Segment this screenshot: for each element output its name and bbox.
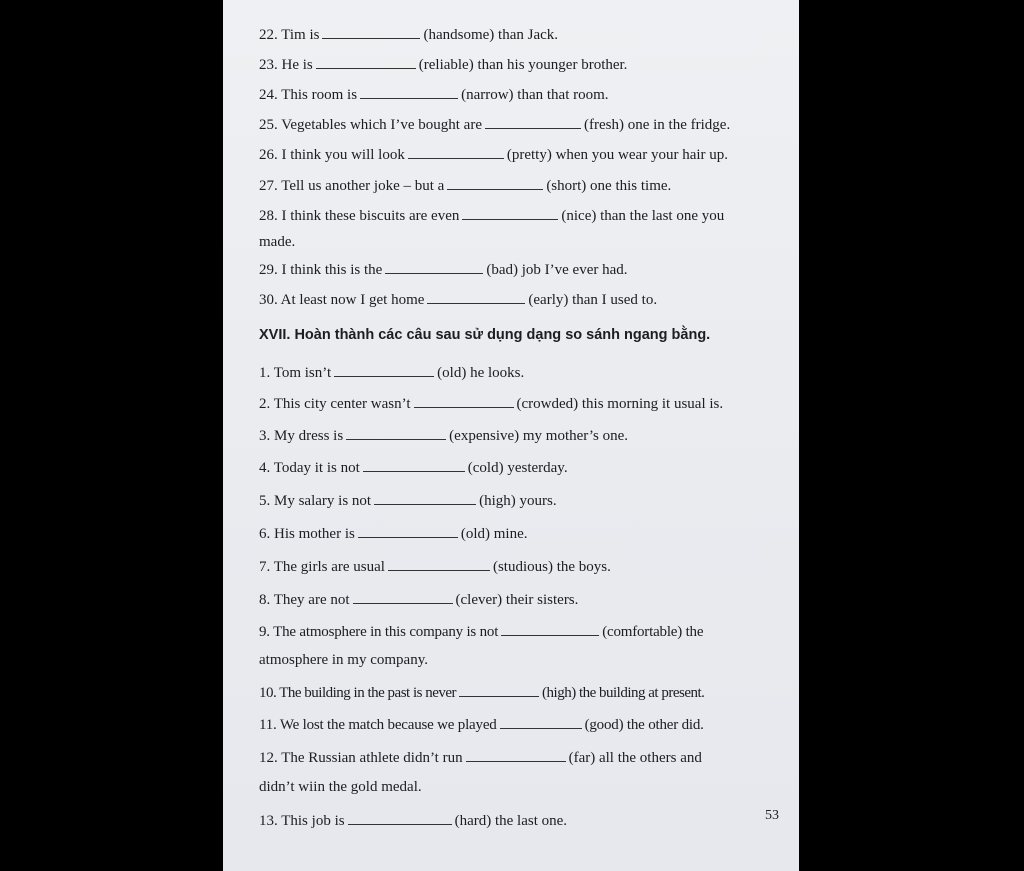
item-hint: (comfortable) the bbox=[602, 624, 704, 640]
item-hint: (old) mine. bbox=[460, 526, 528, 542]
page-number: 53 bbox=[765, 808, 779, 823]
exercise-item bbox=[259, 591, 779, 609]
exercise-item bbox=[259, 812, 779, 830]
exercise-item bbox=[259, 525, 779, 543]
exercise-item bbox=[259, 558, 779, 576]
item-hint: (narrow) than that room. bbox=[461, 87, 609, 103]
item-text: 6. His mother is bbox=[259, 526, 355, 542]
item-hint: (old) he looks. bbox=[437, 365, 525, 381]
item-continuation: atmosphere in my company. bbox=[259, 652, 428, 668]
item-hint: (hard) the last one. bbox=[454, 813, 568, 829]
item-text: 24. This room is bbox=[259, 87, 358, 103]
item-hint: (good) the other did. bbox=[584, 717, 704, 733]
item-hint: (reliable) than his younger brother. bbox=[418, 57, 628, 73]
exercise-item bbox=[259, 86, 779, 104]
exercise-item bbox=[259, 716, 779, 734]
answer-blank[interactable] bbox=[501, 623, 599, 636]
exercise-item bbox=[259, 492, 779, 510]
item-hint: (cold) yesterday. bbox=[467, 460, 568, 476]
exercise-item bbox=[259, 261, 779, 279]
exercise-item bbox=[259, 26, 779, 44]
answer-blank[interactable] bbox=[500, 716, 582, 729]
answer-blank[interactable] bbox=[447, 177, 543, 190]
item-text: 27. Tell us another joke – but a bbox=[259, 178, 445, 194]
exercise-item bbox=[259, 427, 779, 445]
answer-blank[interactable] bbox=[466, 749, 566, 762]
item-hint: (nice) than the last one you bbox=[561, 208, 725, 224]
answer-blank[interactable] bbox=[485, 116, 581, 129]
answer-blank[interactable] bbox=[408, 146, 504, 159]
exercise-item bbox=[259, 291, 779, 309]
item-hint: (high) yours. bbox=[479, 493, 557, 509]
answer-blank[interactable] bbox=[360, 86, 458, 99]
item-text: 4. Today it is not bbox=[259, 460, 360, 476]
item-hint: (expensive) my mother’s one. bbox=[449, 428, 629, 444]
exercise-item bbox=[259, 177, 779, 195]
answer-blank[interactable] bbox=[322, 26, 420, 39]
item-hint: (clever) their sisters. bbox=[455, 592, 579, 608]
answer-blank[interactable] bbox=[334, 364, 434, 377]
answer-blank[interactable] bbox=[385, 261, 483, 274]
item-text: 8. They are not bbox=[259, 592, 350, 608]
item-text: 22. Tim is bbox=[259, 27, 320, 43]
exercise-item bbox=[259, 749, 779, 767]
item-text: 29. I think this is the bbox=[259, 262, 383, 278]
item-text: 25. Vegetables which I’ve bought are bbox=[259, 117, 482, 133]
item-text: 13. This job is bbox=[259, 813, 345, 829]
answer-blank[interactable] bbox=[462, 207, 558, 220]
item-hint: (bad) job I’ve ever had. bbox=[486, 262, 628, 278]
answer-blank[interactable] bbox=[374, 492, 476, 505]
item-hint: (short) one this time. bbox=[546, 178, 672, 194]
answer-blank[interactable] bbox=[348, 812, 452, 825]
workbook-page bbox=[223, 0, 799, 871]
answer-blank[interactable] bbox=[358, 525, 458, 538]
exercise-item bbox=[259, 116, 779, 134]
item-hint: (fresh) one in the fridge. bbox=[584, 117, 731, 133]
exercise-item bbox=[259, 459, 779, 477]
item-text: 26. I think you will look bbox=[259, 147, 405, 163]
exercise-item bbox=[259, 207, 779, 225]
item-continuation: didn’t wiin the gold medal. bbox=[259, 779, 422, 795]
exercise-item bbox=[259, 395, 779, 413]
item-continuation: made. bbox=[259, 234, 296, 250]
answer-blank[interactable] bbox=[346, 427, 446, 440]
answer-blank[interactable] bbox=[353, 591, 453, 604]
item-hint: (high) the building at present. bbox=[542, 685, 705, 701]
item-text: 23. He is bbox=[259, 57, 313, 73]
exercise-item bbox=[259, 623, 779, 641]
item-text: 10. The building in the past is never bbox=[259, 685, 457, 701]
item-text: 11. We lost the match because we played bbox=[259, 717, 497, 733]
item-hint: (handsome) than Jack. bbox=[423, 27, 559, 43]
item-text: 28. I think these biscuits are even bbox=[259, 208, 460, 224]
item-text: 30. At least now I get home bbox=[259, 292, 425, 308]
answer-blank[interactable] bbox=[459, 684, 539, 697]
item-text: 9. The atmosphere in this company is not bbox=[259, 624, 499, 640]
item-text: 1. Tom isn’t bbox=[259, 365, 332, 381]
item-text: 12. The Russian athlete didn’t run bbox=[259, 750, 463, 766]
exercise-item bbox=[259, 56, 779, 74]
exercise-item bbox=[259, 364, 779, 382]
answer-blank[interactable] bbox=[388, 558, 490, 571]
answer-blank[interactable] bbox=[414, 395, 514, 408]
item-hint: (far) all the others and bbox=[568, 750, 702, 766]
exercise-item bbox=[259, 146, 779, 164]
answer-blank[interactable] bbox=[427, 291, 525, 304]
answer-blank[interactable] bbox=[363, 459, 465, 472]
item-hint: (crowded) this morning it usual is. bbox=[516, 396, 724, 412]
item-text: 5. My salary is not bbox=[259, 493, 372, 509]
answer-blank[interactable] bbox=[316, 56, 416, 69]
section-heading: XVII. Hoàn thành các câu sau sử dụng dạng so sánh ngang bằng. bbox=[259, 327, 711, 343]
item-hint: (pretty) when you wear your hair up. bbox=[506, 147, 729, 163]
exercise-item bbox=[259, 684, 779, 702]
item-text: 3. My dress is bbox=[259, 428, 344, 444]
item-text: 2. This city center wasn’t bbox=[259, 396, 411, 412]
item-text: 7. The girls are usual bbox=[259, 559, 385, 575]
item-hint: (studious) the boys. bbox=[492, 559, 611, 575]
item-hint: (early) than I used to. bbox=[528, 292, 658, 308]
